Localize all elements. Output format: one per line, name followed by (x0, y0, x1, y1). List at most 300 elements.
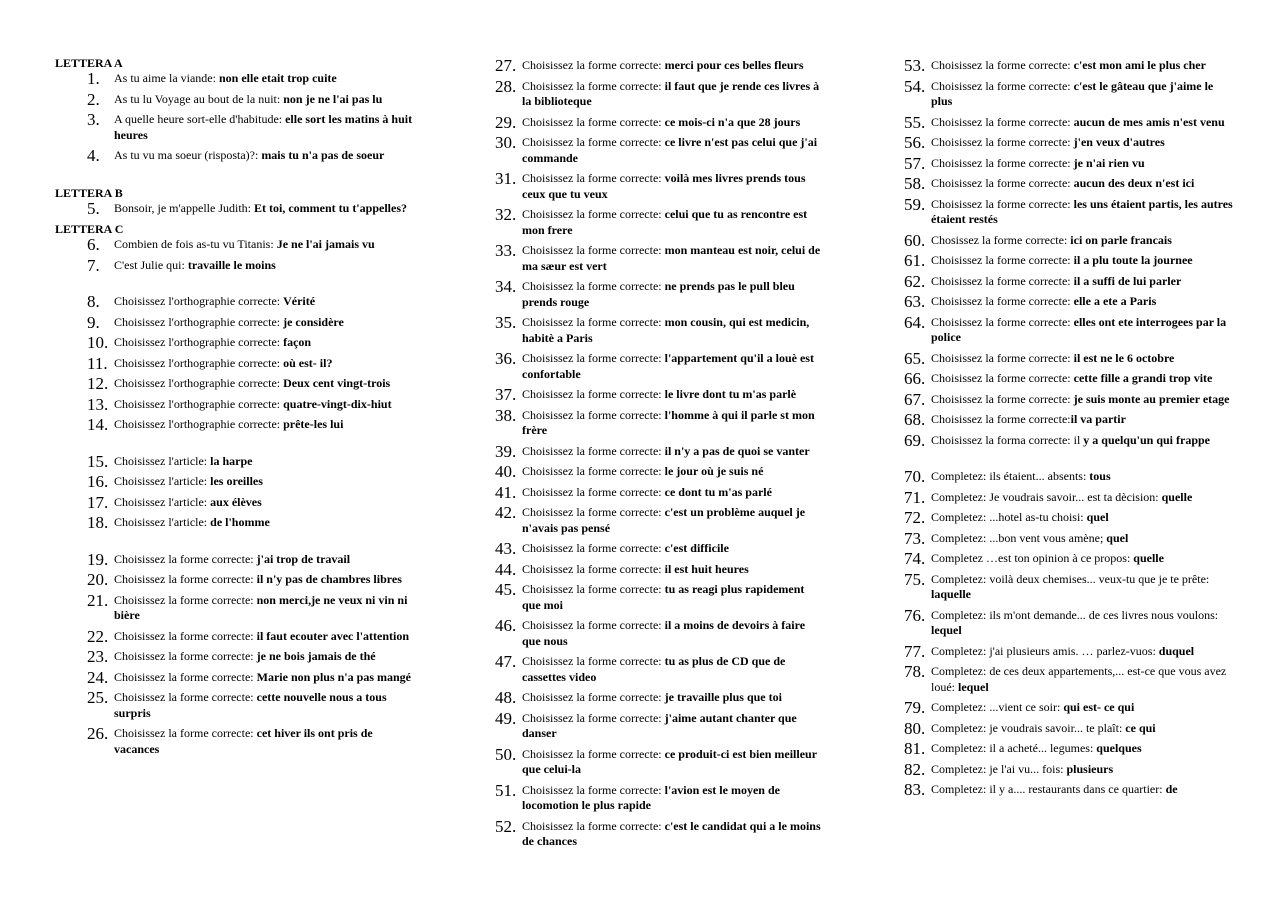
item-text (931, 700, 1234, 716)
item-number: 14. (87, 415, 109, 434)
list-item (495, 441, 825, 461)
list-item (495, 387, 825, 403)
item-number: 54. (904, 76, 926, 96)
list-item (904, 194, 1234, 228)
item-text (931, 197, 1234, 228)
question-text: Choisissez la forme correcte: (522, 351, 665, 365)
question-text: Choisissez l'article: (114, 453, 211, 468)
item-text (114, 201, 415, 217)
question-text: Choisissez la forme correcte: (931, 155, 1074, 170)
question-text: Choisissez la forma correcte: il (931, 432, 1084, 447)
item-number: 70. (904, 467, 926, 486)
answer-text: où est- il? (283, 355, 333, 370)
question-text: Choisissez la forme correcte: (114, 690, 257, 704)
question-text: Choisissez la forme correcte: (522, 710, 665, 725)
answer-text: non elle etait trop cuite (218, 71, 337, 85)
item-number: 2. (87, 89, 100, 109)
question-text: Choisissez la forme correcte: (522, 315, 665, 329)
item-number: 64. (904, 312, 926, 332)
answer-text: il a moins de devoirs à faire que nous (522, 618, 806, 648)
answer-text: quatre-vingt-dix-hiut (283, 396, 392, 411)
item-number: 19. (87, 549, 109, 569)
question-text: Choisissez la forme correcte: (114, 572, 257, 586)
item-text (522, 115, 825, 131)
item-number: 53. (904, 56, 926, 75)
item-text (114, 417, 415, 433)
item-text (522, 711, 825, 742)
answer-text: je travaille plus que toi (664, 690, 782, 704)
list-item (495, 112, 825, 132)
item-number: 45. (495, 580, 517, 599)
item-number: 8. (87, 292, 100, 311)
question-text: Chosissez la forme correcte: (931, 232, 1071, 247)
item-text (114, 726, 415, 757)
item-text (114, 71, 415, 87)
question-text: Choisissez la forme correcte: (522, 654, 665, 668)
answer-text: tu as reagi plus rapidement que moi (522, 582, 805, 612)
item-number: 82. (904, 759, 926, 779)
item-text (114, 649, 415, 665)
answer-text: il a plu toute la journee (1073, 253, 1193, 267)
answer-text: Vérité (283, 294, 316, 308)
list-item (55, 417, 415, 433)
item-text (114, 397, 415, 413)
question-text: Completez: j'ai plusieurs amis. … parlez-vuos: (931, 643, 1159, 658)
list-item (495, 690, 825, 706)
question-text: Choisissez l'orthographie correcte: (114, 376, 284, 390)
item-number: 16. (87, 472, 109, 491)
list-item (904, 551, 1234, 567)
item-text (931, 294, 1234, 310)
question-text: Choisissez la forme correcte: (522, 207, 665, 221)
answer-text: elle a ete a Paris (1073, 294, 1157, 308)
answer-text: quelques (1096, 741, 1142, 755)
list-item (904, 294, 1234, 310)
question-text: Choisissez la forme correcte: (522, 746, 665, 761)
item-number: 27. (495, 56, 517, 75)
item-number: 78. (904, 662, 926, 681)
answer-text: aux élèves (210, 494, 262, 509)
item-number: 37. (495, 385, 517, 404)
section-title-lettera-a: LETTERA A (55, 56, 123, 70)
answer-text: y a quelqu'un qui frappe (1083, 432, 1210, 447)
answer-text: c'est un problème auquel je n'avais pas pensé (522, 505, 806, 535)
list-item (55, 148, 415, 164)
item-text (522, 485, 825, 501)
item-number: 57. (904, 153, 926, 173)
answer-text: les oreilles (210, 474, 263, 488)
list-item (495, 780, 825, 814)
list-item (55, 549, 415, 569)
item-text (931, 762, 1234, 778)
item-text (522, 444, 825, 460)
answer-text: non merci,je ne veux ni vin ni bière (114, 592, 408, 622)
question-text: Completez: je l'ai vu... fois: (931, 761, 1067, 776)
answer-text: j'en veux d'autres (1073, 135, 1165, 149)
list-item (55, 376, 415, 392)
item-text (931, 176, 1234, 192)
answer-text: Marie non plus n'a pas mangé (256, 669, 411, 684)
list-item (495, 708, 825, 742)
item-number: 25. (87, 688, 109, 707)
list-item (904, 112, 1234, 132)
item-number: 52. (495, 816, 517, 836)
question-text: Choisissez la forme correcte: (114, 592, 257, 607)
answer-text: aucun de mes amis n'est venu (1073, 114, 1225, 129)
item-text (931, 156, 1234, 172)
item-number: 79. (904, 698, 926, 717)
item-number: 15. (87, 451, 109, 471)
answer-text: ici on parle francais (1070, 232, 1172, 247)
list-item (495, 207, 825, 238)
item-number: 80. (904, 718, 926, 738)
item-number: 18. (87, 513, 109, 532)
item-text (522, 207, 825, 238)
question-text: Choisissez la forme correcte: (522, 782, 665, 797)
answer-text: Je ne l'ai jamais vu (276, 237, 375, 251)
item-number: 51. (495, 780, 517, 800)
question-text: Bonsoir, je m'appelle Judith: (114, 200, 254, 215)
item-text (522, 408, 825, 439)
list-item (495, 76, 825, 110)
item-number: 56. (904, 133, 926, 152)
item-text (931, 135, 1234, 151)
item-text (522, 819, 825, 850)
list-forme-1 (55, 549, 415, 758)
answer-text: c'est difficile (664, 541, 729, 555)
section-title-lettera-c: LETTERA C (55, 222, 124, 236)
answer-text: il est ne le 6 octobre (1073, 350, 1175, 365)
item-number: 46. (495, 616, 517, 635)
list-item (904, 528, 1234, 548)
question-text: Completez: ...hotel as-tu choisi: (931, 510, 1087, 524)
item-text (522, 582, 825, 613)
item-text (522, 58, 825, 74)
answer-text: ne prends pas le pull bleu prends rouge (522, 279, 795, 309)
item-number: 69. (904, 430, 926, 450)
item-text (522, 387, 825, 403)
list-item (55, 255, 415, 275)
list-item (904, 312, 1234, 346)
question-text: Choisissez la forme correcte: (931, 114, 1074, 129)
answer-text: il faut que je rende ces livres à la biblioteque (522, 78, 820, 108)
question-text: Choisissez la forme correcte: (114, 551, 257, 566)
item-text (114, 552, 415, 568)
item-text (931, 469, 1234, 485)
item-text (114, 148, 415, 164)
question-text: Choisissez la forme correcte: (931, 135, 1074, 149)
answer-text: ce dont tu m'as parlé (664, 484, 772, 499)
question-text: Choisissez l'article: (114, 494, 211, 509)
list-item (55, 71, 415, 87)
item-text (522, 562, 825, 578)
question-text: Completez: voilà deux chemises... veux-tu que je te prête: (931, 571, 1210, 586)
item-number: 12. (87, 374, 109, 393)
answer-text: je ne bois jamais de thé (256, 649, 376, 663)
list-item (495, 351, 825, 382)
item-number: 60. (904, 230, 926, 250)
list-item (904, 253, 1234, 269)
item-number: 4. (87, 146, 100, 165)
item-text (114, 294, 415, 310)
answer-text: il est huit heures (664, 561, 749, 576)
answer-text: Et toi, comment tu t'appelles? (254, 200, 407, 215)
answer-text: ce mois-ci n'a que 28 jours (664, 114, 801, 129)
item-text (522, 279, 825, 310)
item-text (114, 515, 415, 531)
list-item (495, 618, 825, 649)
list-forme-2 (495, 58, 825, 850)
item-text (931, 608, 1234, 639)
answer-text: l'homme à qui il parle st mon frère (522, 407, 815, 437)
answer-text: elles ont ete interrogees par la police (931, 314, 1227, 344)
item-number: 43. (495, 539, 517, 558)
item-number: 32. (495, 205, 517, 224)
answer-text: mon cousin, qui est medicin, habitè a Paris (522, 315, 810, 345)
list-item (904, 348, 1234, 368)
list-item (55, 112, 415, 143)
answer-text: les uns étaient partis, les autres étaient restés (931, 196, 1233, 226)
question-text: As tu lu Voyage au bout de la nuit: (114, 91, 284, 106)
list-item (495, 582, 825, 613)
list-item (495, 243, 825, 274)
item-number: 29. (495, 112, 517, 132)
item-number: 13. (87, 394, 109, 414)
item-number: 35. (495, 313, 517, 332)
question-text: Completez: ils étaient... absents: (931, 469, 1090, 483)
item-number: 20. (87, 570, 109, 589)
list-item (904, 58, 1234, 74)
item-text (114, 356, 415, 372)
list-item (495, 171, 825, 202)
item-number: 75. (904, 569, 926, 589)
item-number: 42. (495, 503, 517, 522)
question-text: Choisissez la forme correcte: (522, 58, 665, 72)
answer-text: lequel (958, 679, 989, 694)
list-item (904, 782, 1234, 798)
item-number: 63. (904, 292, 926, 311)
item-number: 41. (495, 482, 517, 502)
list-item (55, 626, 415, 646)
list-item (904, 605, 1234, 639)
item-number: 3. (87, 110, 100, 129)
item-text (114, 474, 415, 490)
list-item (55, 237, 415, 253)
answer-text: ce qui (1125, 720, 1156, 735)
answer-text: c'est mon ami le plus cher (1073, 58, 1206, 72)
question-text: Choisissez la forme correcte: (522, 582, 665, 596)
item-number: 7. (87, 255, 100, 275)
item-text (114, 376, 415, 392)
list-item (495, 816, 825, 850)
answer-text: plusieurs (1066, 761, 1114, 776)
question-text: Choisissez la forme correcte: (522, 279, 665, 293)
answer-text: mon manteau est noir, celui de ma sæur est vert (522, 243, 821, 273)
question-text: Choisissez la forme correcte: (522, 171, 665, 185)
item-number: 23. (87, 647, 109, 666)
list-article (55, 451, 415, 532)
question-text: Completez: Je voudrais savoir... est ta dècision: (931, 489, 1162, 504)
question-text: Choisissez l'orthographie correcte: (114, 417, 284, 431)
item-text (522, 243, 825, 274)
answer-text: l'appartement qu'il a louè est confortable (522, 351, 814, 381)
column-3 (904, 58, 1234, 803)
list-item (55, 726, 415, 757)
answer-text: laquelle (931, 587, 972, 601)
item-number: 31. (495, 169, 517, 188)
item-text (931, 371, 1234, 387)
answer-text: tu as plus de CD que de cassettes video (522, 654, 786, 684)
list-item (904, 430, 1234, 450)
item-text (114, 92, 415, 108)
question-text: Choisissez la forme correcte: (114, 628, 257, 643)
item-number: 65. (904, 348, 926, 368)
question-text: Choisissez l'orthographie correcte: (114, 314, 284, 329)
item-number: 36. (495, 349, 517, 368)
list-item (904, 76, 1234, 110)
item-text (931, 572, 1234, 603)
item-text (114, 593, 415, 624)
item-number: 74. (904, 549, 926, 568)
item-number: 66. (904, 369, 926, 388)
answer-text: il n'y pas de chambres libres (256, 572, 402, 586)
question-text: Choisissez l'orthographie correcte: (114, 396, 284, 411)
list-item (55, 474, 415, 490)
answer-text: quelle (1161, 489, 1193, 504)
item-number: 5. (87, 198, 100, 218)
list-item (904, 469, 1234, 485)
question-text: Choisissez la forme correcte: (931, 78, 1074, 93)
list-item (495, 541, 825, 557)
answer-text: je suis monte au premier etage (1073, 391, 1230, 406)
question-text: Choisissez l'article: (114, 474, 211, 488)
item-number: 11. (87, 353, 108, 373)
question-text: Choisissez la forme correcte: (522, 690, 665, 704)
item-text (114, 112, 415, 143)
list-item (55, 667, 415, 687)
question-text: C'est Julie qui: (114, 257, 188, 272)
question-text: As tu aime la viande: (114, 71, 219, 85)
list-item (55, 335, 415, 351)
list-item (495, 135, 825, 166)
question-text: Choisissez la forme correcte: (931, 371, 1074, 385)
answer-text: non je ne l'ai pas lu (283, 91, 383, 106)
item-text (931, 274, 1234, 290)
question-text: Choisissez l'orthographie correcte: (114, 355, 284, 370)
list-item (904, 664, 1234, 695)
item-text (931, 782, 1234, 798)
list-item (904, 371, 1234, 387)
item-text (522, 618, 825, 649)
question-text: Choisissez la forme correcte: (931, 176, 1074, 190)
item-number: 81. (904, 739, 926, 758)
question-text: As tu vu ma soeur (risposta)?: (114, 148, 262, 162)
item-text (114, 572, 415, 588)
list-item (904, 510, 1234, 526)
answer-text: qui est- ce qui (1063, 700, 1135, 714)
question-text: Completez: ils m'ont demande... de ces livres nous voulons: (931, 607, 1219, 622)
question-text: Choisissez la forme correcte: (522, 618, 665, 632)
answer-text: je n'ai rien vu (1073, 155, 1145, 170)
list-item (495, 482, 825, 502)
list-lettera-b (55, 198, 415, 218)
item-text (522, 654, 825, 685)
question-text: Choisissez la forme correcte: (522, 818, 665, 833)
list-item (55, 649, 415, 665)
answer-text: cette fille a grandi trop vite (1073, 371, 1213, 385)
item-number: 38. (495, 405, 517, 425)
question-text: Choisissez la forme correcte: (522, 387, 665, 401)
question-text: Choisissez la forme correcte: (931, 391, 1074, 406)
item-text (114, 454, 415, 470)
list-item (904, 230, 1234, 250)
item-number: 28. (495, 76, 517, 96)
item-text (114, 237, 415, 253)
list-item (904, 271, 1234, 291)
list-item (904, 389, 1234, 409)
item-number: 24. (87, 667, 109, 687)
item-text (522, 783, 825, 814)
item-number: 48. (495, 688, 517, 707)
list-item (904, 487, 1234, 507)
question-text: Choisissez la forme correcte: (931, 412, 1071, 426)
answer-text: ce livre n'est pas celui que j'ai commande (522, 135, 818, 165)
question-text: Choisissez l'article: (114, 515, 211, 529)
item-text (522, 464, 825, 480)
question-text: Choisissez l'orthographie correcte: (114, 294, 284, 308)
answer-text: quel (1086, 510, 1109, 524)
answer-text: quelle (1133, 551, 1164, 565)
item-text (931, 490, 1234, 506)
item-number: 49. (495, 708, 517, 728)
question-text: Choisissez la forme correcte: (522, 114, 665, 129)
question-text: Choisissez la forme correcte: (931, 196, 1074, 211)
item-text (931, 551, 1234, 567)
question-text: Choisissez la forme correcte: (931, 273, 1074, 288)
item-text (114, 690, 415, 721)
item-number: 77. (904, 641, 926, 661)
answer-text: c'est le candidat qui a le moins de chances (522, 818, 821, 848)
item-number: 73. (904, 528, 926, 548)
item-number: 61. (904, 251, 926, 270)
answer-text: ce produit-ci est bien meilleur que celui-la (522, 746, 817, 776)
item-number: 50. (495, 744, 517, 764)
list-orthographe (55, 294, 415, 433)
item-text (931, 79, 1234, 110)
list-item (904, 700, 1234, 716)
item-number: 39. (495, 441, 517, 461)
item-text (522, 79, 825, 110)
question-text: Choisissez la forme correcte: (522, 135, 665, 149)
question-text: Choisissez la forme correcte: (114, 726, 257, 740)
item-number: 17. (87, 492, 109, 512)
item-number: 59. (904, 194, 926, 214)
item-text (522, 315, 825, 346)
item-text (931, 351, 1234, 367)
answer-text: façon (283, 335, 312, 349)
question-text: Choisissez la forme correcte: (931, 58, 1074, 72)
list-item (495, 405, 825, 439)
list-item (495, 559, 825, 579)
answer-text: duquel (1158, 643, 1195, 658)
item-number: 40. (495, 462, 517, 481)
item-text (522, 171, 825, 202)
answer-text: aucun des deux n'est ici (1073, 176, 1195, 190)
list-item (904, 176, 1234, 192)
answer-text: il va partir (1070, 412, 1126, 426)
item-number: 6. (87, 235, 100, 254)
answer-text: Deux cent vingt-trois (283, 376, 391, 390)
